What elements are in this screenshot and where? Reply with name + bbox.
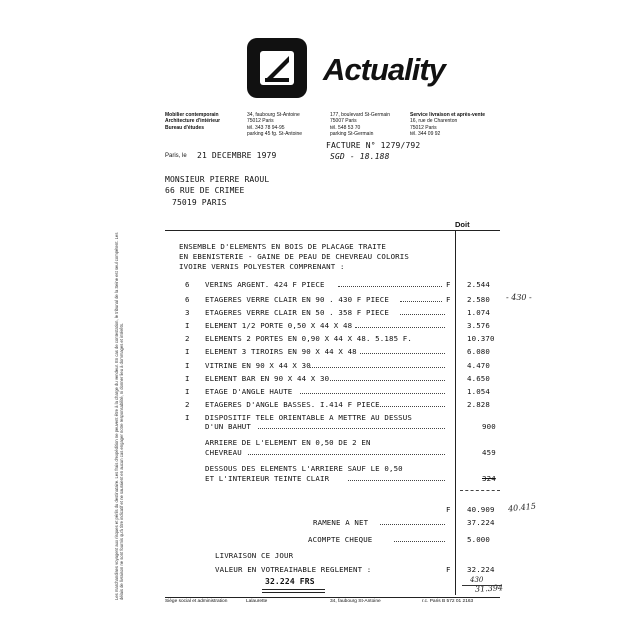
address-block-service [410, 112, 485, 138]
leader-dots [338, 286, 442, 287]
item-desc: VITRINE EN 90 X 44 X 30 [205, 361, 311, 370]
item-qty: I [185, 413, 190, 422]
address-line: parking St-Germain [330, 131, 374, 138]
leader-dots [258, 428, 445, 429]
item-desc: CHEVREAU [205, 448, 242, 457]
item-amount: 4.650 [467, 374, 490, 383]
recipient-city: 75019 PARIS [172, 198, 227, 207]
item-qty: I [185, 321, 190, 330]
subtotal-unit: F [446, 505, 451, 514]
item-amount: 459 [482, 448, 496, 457]
item-amount: 1.054 [467, 387, 490, 396]
item-desc: ELEMENT 3 TIROIRS EN 90 X 44 X 48 [205, 347, 357, 356]
item-desc: ELEMENT BAR EN 90 X 44 X 30 [205, 374, 330, 383]
actuality-logo-icon [247, 38, 307, 98]
side-terms-note: Les marchandises voyagent aux risques et périls du destinataire. Les frais d'expédition ne peuvent être à la charge du vendeur. En cas de contestation, le tribunal de la Seine est seul compétent. Les délais de livraison ne sont fournis qu'à titre indicatif et ne sauraient en aucun cas engager notre responsabilité, ni donner lieu à dommages et intérêts. [114, 232, 124, 600]
handwritten-note: 31.394 [474, 583, 504, 594]
item-qty: 6 [185, 280, 190, 289]
recipient-street: 66 RUE DE CRIMEE [165, 186, 245, 195]
item-qty: 2 [185, 334, 190, 343]
item-desc: ETAGE D'ANGLE HAUTE [205, 387, 293, 396]
item-qty: I [185, 374, 190, 383]
total-frs: 32.224 FRS [265, 577, 315, 586]
item-qty: I [185, 387, 190, 396]
invoice-reference: SGD - 18.188 [330, 152, 390, 161]
valeur-label: VALEUR EN VOTREAIHABLE REGLEMENT : [215, 565, 372, 574]
leader-dots [400, 314, 445, 315]
doit-header: Doit [455, 220, 470, 229]
leader-dots [380, 524, 445, 525]
intro-line: ENSEMBLE D'ELEMENTS EN BOIS DE PLACAGE TRAITE [179, 242, 386, 251]
livraison-label: LIVRAISON CE JOUR [215, 551, 294, 560]
footer-addr: 34, faubourg St-Antoine [330, 599, 381, 604]
leader-dots [360, 353, 445, 354]
address-line: tél. 344 09 92 [410, 131, 441, 138]
invoice-number: FACTURE N° 1279/792 [326, 141, 421, 150]
address-line: tél. 548 53 70 [330, 124, 361, 131]
brand-name: Actuality [323, 52, 445, 87]
handwritten-note: 40.415 [507, 501, 537, 514]
item-desc: ET L'INTERIEUR TEINTE CLAIR [205, 474, 330, 483]
acompte-label: ACOMPTE CHEQUE [308, 535, 373, 544]
item-qty: 2 [185, 400, 190, 409]
ramene-value: 37.224 [467, 518, 495, 527]
ramene-label: RAMENE A NET [313, 518, 369, 527]
leader-dots [248, 454, 445, 455]
leader-dots [330, 380, 445, 381]
handwritten-note: 430 [470, 576, 484, 584]
company-tagline-3: Bureau d'études [165, 124, 204, 131]
invoice-date: 21 DECEMBRE 1979 [197, 151, 277, 160]
address-line: tél. 343 78 94-95 [247, 124, 285, 131]
address-line: 75012 Paris [247, 118, 274, 125]
address-line: 75012 Paris [410, 124, 437, 131]
table-top-line [165, 230, 500, 231]
recipient-name: MONSIEUR PIERRE RAOUL [165, 175, 270, 184]
total-underline [262, 589, 325, 593]
acompte-value: 5.000 [467, 535, 490, 544]
handwritten-line [462, 585, 502, 586]
leader-dots [394, 541, 445, 542]
address-block-st-antoine [247, 112, 302, 138]
item-amount: 2.544 [467, 280, 490, 289]
address-line: 177, boulevard St-Germain [330, 112, 391, 118]
item-unit: F [446, 280, 451, 289]
item-amount: 1.074 [467, 308, 490, 317]
item-desc: ELEMENT 1/2 PORTE 0,50 X 44 X 48 [205, 321, 353, 330]
handwritten-note: - 430 - [506, 293, 532, 302]
footer-line [165, 597, 500, 598]
valeur-value: 32.224 [467, 565, 495, 574]
item-desc: ETAGERES D'ANGLE BASSES. I.414 F PIECE [205, 400, 380, 409]
item-qty: 6 [185, 295, 190, 304]
leader-dots [355, 327, 445, 328]
company-tagline-1: Mobilier contemporain [165, 112, 219, 118]
item-qty: I [185, 347, 190, 356]
item-amount: 900 [482, 422, 496, 431]
leader-dots [400, 301, 442, 302]
leader-dots [300, 393, 445, 394]
leader-dots [380, 406, 445, 407]
table-amount-separator [455, 230, 456, 595]
subtotal-separator [460, 490, 500, 491]
address-block-company [165, 112, 220, 131]
item-qty: 3 [185, 308, 190, 317]
intro-line: IVOIRE VERNIS POLYESTER COMPRENANT : [179, 262, 345, 271]
item-desc: DISPOSITIF TELE ORIENTABLE A METTRE AU DESSUS [205, 413, 412, 422]
item-desc: ETAGERES VERRE CLAIR EN 90 . 430 F PIECE [205, 295, 389, 304]
leader-dots [310, 367, 445, 368]
date-prefix: Paris, le [165, 153, 187, 159]
item-desc: ARRIERE DE L'ELEMENT EN 0,50 DE 2 EN [205, 438, 371, 447]
item-amount: 2.828 [467, 400, 490, 409]
item-qty: I [185, 361, 190, 370]
valeur-unit: F [446, 565, 451, 574]
address-line: parking 45 fg. St-Antoine [247, 131, 303, 138]
service-title: Service livraison et après-vente [410, 112, 486, 118]
footer-left: Siège social et administration [165, 599, 228, 604]
intro-line: EN EBENISTERIE - GAINE DE PEAU DE CHEVREAU COLORIS [179, 252, 409, 261]
item-desc: D'UN BAHUT [205, 422, 251, 431]
item-amount: 3.576 [467, 321, 490, 330]
subtotal-value: 40.909 [467, 505, 495, 514]
item-amount: 324 [482, 474, 496, 483]
item-desc: ELEMENTS 2 PORTES EN 0,90 X 44 X 48. 5.185 F. [205, 334, 412, 343]
leader-dots [348, 480, 445, 481]
address-block-st-germain [330, 112, 390, 138]
item-desc: VERINS ARGENT. 424 F PIECE [205, 280, 325, 289]
company-tagline-2: Architecture d'intérieur [165, 118, 221, 125]
address-line: 16, rue de Charenton [410, 118, 458, 125]
item-amount: 10.370 [467, 334, 495, 343]
address-line: 34, faubourg St-Antoine [247, 112, 300, 118]
item-amount: 4.470 [467, 361, 490, 370]
item-desc: ETAGERES VERRE CLAIR EN 50 . 358 F PIECE [205, 308, 389, 317]
item-desc: DESSOUS DES ELEMENTS L'ARRIERE SAUF LE 0,50 [205, 464, 403, 473]
address-line: 75007 Paris [330, 118, 357, 125]
item-amount: 6.080 [467, 347, 490, 356]
footer-mid: Lalaurette [246, 599, 268, 604]
item-amount: 2.580 [467, 295, 490, 304]
item-unit: F [446, 295, 451, 304]
footer-rc: r.c. Paris B 572 01 2163 [422, 599, 474, 604]
